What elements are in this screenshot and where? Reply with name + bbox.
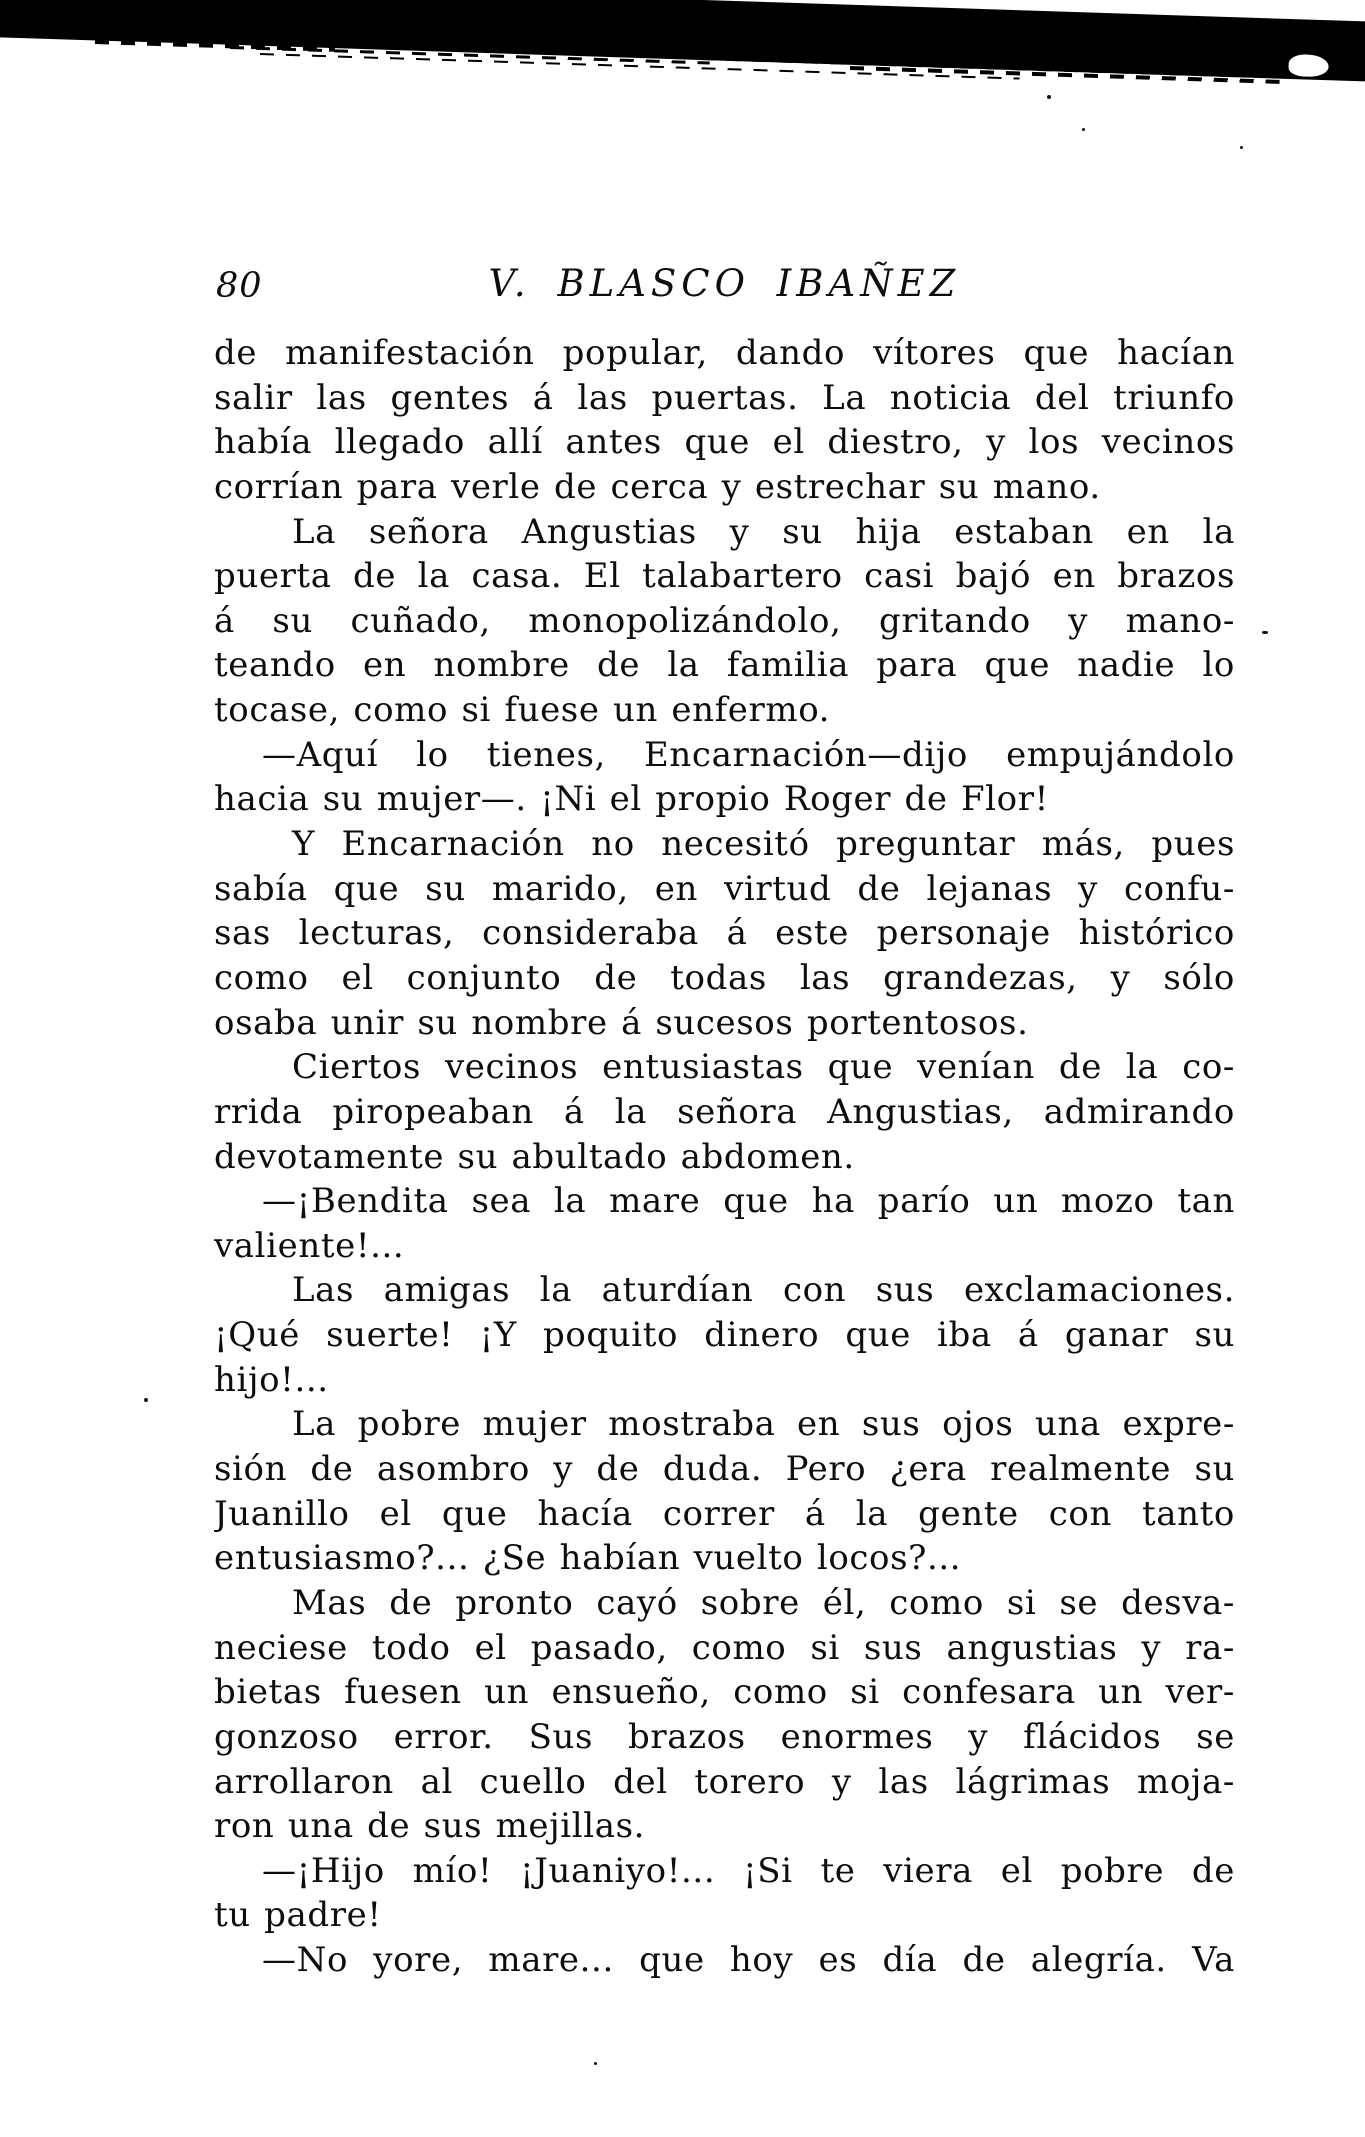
text-line: gonzoso error. Sus brazos enormes y flácidos se <box>214 1716 1235 1757</box>
scan-speck <box>1082 128 1085 131</box>
text-line: Mas de pronto cayó sobre él, como si se desva- <box>292 1582 1235 1623</box>
text-line: sabía que su marido, en virtud de lejanas y confu- <box>214 868 1235 909</box>
text-line: entusiasmo?... ¿Se habían vuelto locos?... <box>214 1538 962 1579</box>
scan-speck <box>1240 146 1243 149</box>
text-line: neciese todo el pasado, como si sus angustias y ra- <box>214 1627 1235 1668</box>
text-line: osaba unir su nombre á sucesos portentosos. <box>214 1002 1029 1043</box>
text-line: como el conjunto de todas las grandezas, y sólo <box>214 957 1235 998</box>
text-line: sas lecturas, consideraba á este personaje histórico <box>214 913 1235 954</box>
text-line: puerta de la casa. El talabartero casi bajó en brazos <box>214 556 1235 597</box>
page-number: 80 <box>216 266 263 306</box>
text-line: Y Encarnación no necesitó preguntar más, pues <box>292 824 1235 865</box>
scan-speck <box>144 1398 148 1402</box>
text-line: sión de asombro y de duda. Pero ¿era realmente su <box>214 1449 1235 1490</box>
text-line: La pobre mujer mostraba en sus ojos una expre- <box>292 1404 1235 1445</box>
text-line: valiente!... <box>214 1225 405 1266</box>
text-line: Juanillo el que hacía correr á la gente con tanto <box>214 1493 1235 1534</box>
text-line: ¡Qué suerte! ¡Y poquito dinero que iba á ganar su <box>214 1315 1235 1356</box>
body-text <box>214 331 1235 1983</box>
scan-speck <box>1262 631 1268 634</box>
text-line: hacia su mujer—. ¡Ni el propio Roger de Flor! <box>214 779 1049 820</box>
text-line: Las amigas la aturdían con sus exclamaciones. <box>292 1270 1235 1311</box>
text-line: —Aquí lo tienes, Encarnación—dijo empujándolo <box>262 734 1235 775</box>
scan-speck <box>1047 95 1051 99</box>
text-line: de manifestación popular, dando vítores que hacían <box>214 333 1235 373</box>
text-line: corrían para verle de cerca y estrechar su mano. <box>214 466 1101 507</box>
scan-speck <box>594 2062 597 2065</box>
text-line: á su cuñado, monopolizándolo, gritando y mano- <box>214 600 1235 641</box>
text-line: —No yore, mare... que hoy es día de alegría. Va <box>262 1940 1235 1981</box>
text-line: devotamente su abultado abdomen. <box>214 1136 855 1177</box>
text-line: arrollaron al cuello del torero y las lágrimas moja- <box>214 1761 1235 1802</box>
text-line: tu padre! <box>214 1895 382 1936</box>
text-line: bietas fuesen un ensueño, como si confesara un ver- <box>214 1672 1235 1713</box>
text-line: rrida piropeaban á la señora Angustias, admirando <box>214 1091 1235 1132</box>
text-line: —¡Bendita sea la mare que ha parío un mozo tan <box>262 1181 1235 1222</box>
text-line: tocase, como si fuese un enfermo. <box>214 690 831 731</box>
running-header-title: V. BLASCO IBAÑEZ <box>488 262 961 305</box>
text-line: salir las gentes á las puertas. La noticia del triunfo <box>214 377 1235 418</box>
page-header <box>214 262 1235 310</box>
text-line: teando en nombre de la familia para que nadie lo <box>214 645 1235 686</box>
text-line: ron una de sus mejillas. <box>214 1806 646 1847</box>
text-line: hijo!... <box>214 1359 329 1400</box>
text-line: había llegado allí antes que el diestro, y los vecinos <box>214 422 1235 463</box>
text-line: —¡Hijo mío! ¡Juaniyo!... ¡Si te viera el pobre de <box>262 1850 1235 1891</box>
text-line: Ciertos vecinos entusiastas que venían de la co- <box>292 1047 1235 1088</box>
text-line: La señora Angustias y su hija estaban en la <box>292 511 1235 552</box>
